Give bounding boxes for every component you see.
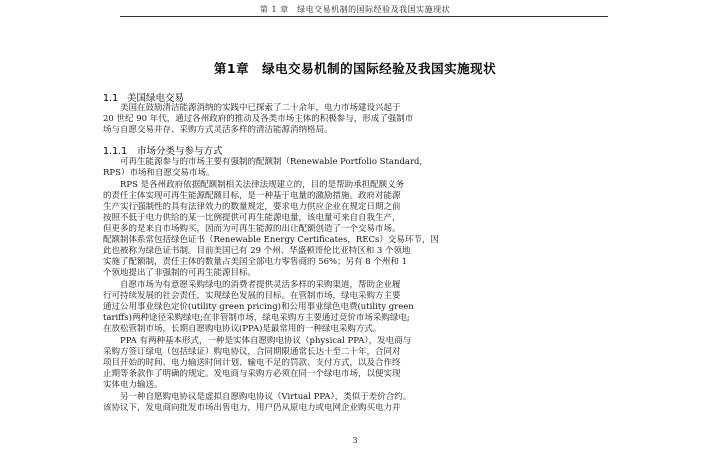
paragraph-line: 另一种自愿购电协议是虚拟自愿购电协议（Virtual PPA），类似于差价合约。 (120, 392, 412, 402)
header-rule (120, 16, 608, 17)
paragraph-line: 止期等条款作了明确的规定。发电商与采购方必须在同一个绿电市场，以便实现 (103, 369, 401, 379)
paragraph-line: 实体电力输送。 (103, 380, 163, 390)
paragraph-line: tariffs)两种途径采购绿电;在非管制市场，绿电采购方主要通过竞价市场采购绿电; (103, 313, 410, 323)
subsection-title: 市场分类与参与方式 (137, 146, 223, 157)
paragraph-line: RPS）市场和自愿交易市场。 (103, 168, 215, 178)
paragraph-line: 配额制体系常包括绿色证书（Renewable Energy Certificates，RECs）交易环节，因 (103, 235, 439, 245)
paragraph-line: PPA 有两种基本形式，一种是实体自愿购电协议（physical PPA），发电商与 (120, 336, 412, 346)
paragraph-line: 采购方签订绿电（包括绿证）购电协议，合同期限通常长达十至二十年，合同对 (103, 347, 401, 357)
paragraph-line: 在放松管制市场，长期自愿购电协议(PPA)是最常用的一种绿电采购方式。 (103, 324, 382, 334)
paragraph-line: 行可持续发展的社会责任，实现绿色发展的目标。在管制市场，绿电采购方主要 (103, 291, 401, 301)
paragraph-line: 此也被称为绿色证书制。目前美国已有 29 个州、华盛顿哥伦比亚特区和 3 个领地 (103, 246, 411, 256)
chapter-title: 第1章 绿电交易机制的国际经验及我国实施现状 (213, 61, 497, 76)
paragraph-line: 按照不低于电力供给的某一比例提供可再生能源电量，该电量可来自自我生产， (103, 213, 401, 223)
paragraph-line: 的责任主体实现可再生能源配额目标，是一种基于电量的激励措施。政府对能源 (103, 191, 401, 201)
paragraph-line: 美国在鼓励清洁能源消纳的实践中已探索了二十余年，电力市场建设兴起于 (120, 103, 401, 113)
paragraph-line: 该协议下，发电商向批发市场出售电力，用户仍从原电力或电网企业购买电力并 (103, 403, 401, 413)
section-heading (103, 90, 184, 104)
paragraph-line: 个领地提出了非强制的可再生能源目标。 (103, 268, 257, 278)
paragraph-line: 但更多的是来自市场购买，因而为可再生能源的出让配额创造了一个交易市场。 (103, 224, 401, 234)
paragraph-line: 自愿市场为有意愿采购绿电的消费者提供灵活多样的采购渠道，帮助企业履 (120, 280, 401, 290)
running-header: 第 1 章 绿电交易机制的国际经验及我国实施现状 (259, 5, 451, 14)
section-number: 1.1 (103, 93, 119, 104)
paragraph-line: RPS 是各州政府依据配额制相关法律法规建立的，目的是帮助承担配额义务 (120, 180, 405, 190)
paragraph-line: 可再生能源参与的市场主要有强制的配额制（Renewable Portfolio Standard, (120, 157, 423, 167)
page-number: 3 (352, 436, 358, 445)
paragraph-line: 20 世纪 90 年代，通过各州政府的推动及各类市场主体的积极参与，形成了强制市 (103, 114, 414, 124)
subsection-number: 1.1.1 (103, 146, 128, 157)
paragraph-line: 项目开始的时间、电力输送时间计划、输电不足的罚款、支付方式，以及合作终 (103, 358, 401, 368)
subsection-heading (103, 143, 223, 157)
section-title: 美国绿电交易 (127, 93, 185, 104)
paragraph-line: 场与自愿交易并存、采购方式灵活多样的清洁能源消纳格局。 (103, 125, 333, 135)
paragraph-line: 生产实行强制性的具有法律效力的数量规定，要求电力供应企业在规定日期之前 (103, 202, 401, 212)
paragraph-line: 通过公用事业绿色定价(utility green pricing)和公用事业绿色电费(utility green (103, 302, 414, 312)
paragraph-line: 实施了配额制，责任主体的数量占美国全部电力零售商的 56%；另有 8 个州和 1 (103, 257, 408, 267)
